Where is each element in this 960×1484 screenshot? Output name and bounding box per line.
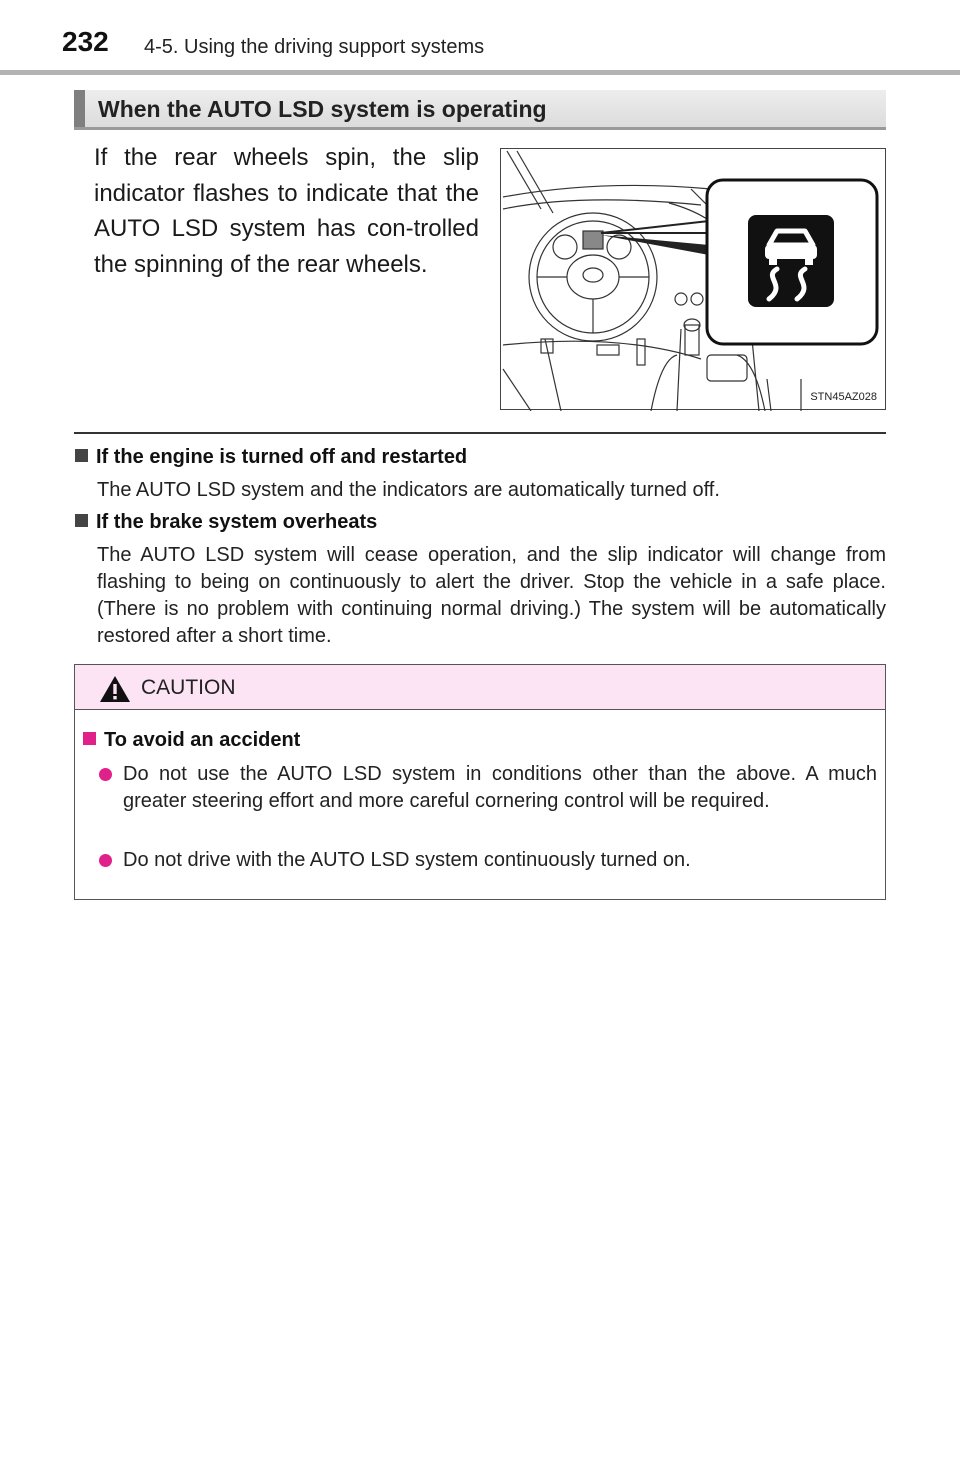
square-bullet-icon [75, 514, 88, 527]
square-bullet-icon [83, 732, 96, 745]
dashboard-illustration [500, 148, 886, 410]
caution-item-text: Do not use the AUTO LSD system in conditions other than the above. A much greater steering effort and more careful cornering control will be required. [123, 763, 877, 812]
figure-code: STN45AZ028 [810, 391, 877, 403]
note-title: If the brake system overheats [96, 511, 378, 533]
dashboard-drawing [501, 149, 887, 411]
caution-item [99, 761, 877, 815]
note-body: The AUTO LSD system will cease operation, and the slip indicator will change from flashing to being on continuously to alert the driver. Stop the vehicle in a safe place. (There is no problem with continuing normal driving.) The system will be automatically restored after a short time. [97, 544, 886, 647]
circle-bullet-icon [99, 854, 112, 867]
note-engine-restart [74, 446, 886, 504]
caution-item-text: Do not drive with the AUTO LSD system continuously turned on. [123, 849, 691, 871]
caution-box [74, 664, 886, 900]
intro-paragraph: If the rear wheels spin, the slip indicator flashes to indicate that the AUTO LSD system has con-trolled the spinning of the rear wheels. [94, 144, 479, 278]
header-rule [0, 70, 960, 75]
heading-bar [74, 90, 85, 127]
caution-title-text: To avoid an accident [104, 729, 301, 751]
page-number: 232 [62, 26, 109, 57]
section-path: 4-5. Using the driving support systems [144, 36, 485, 58]
warning-triangle-icon [99, 675, 131, 703]
note-title: If the engine is turned off and restarted [96, 446, 468, 468]
section-heading-text: When the AUTO LSD system is operating [98, 96, 547, 122]
note-body: The AUTO LSD system and the indicators are automatically turned off. [97, 479, 720, 501]
note-brake-overheat [74, 511, 886, 650]
caution-label: CAUTION [141, 676, 236, 699]
caution-header [75, 665, 885, 710]
square-bullet-icon [75, 449, 88, 462]
circle-bullet-icon [99, 768, 112, 781]
slip-indicator-icon [748, 215, 834, 307]
section-heading [74, 90, 886, 130]
page-header [0, 0, 960, 76]
section-divider [74, 432, 886, 434]
caution-item [99, 847, 877, 874]
caution-title [83, 729, 300, 752]
